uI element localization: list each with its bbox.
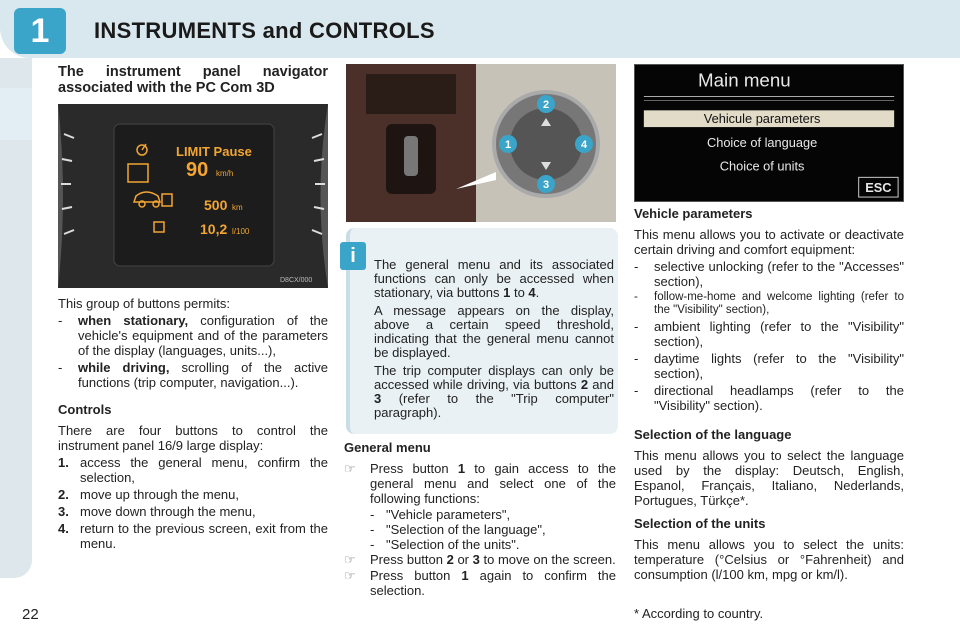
list-item — [58, 455, 328, 485]
controls-list — [58, 455, 328, 551]
left-column — [58, 64, 328, 108]
screen-option-units[interactable]: Choice of units — [719, 158, 805, 174]
dash-marker: - — [370, 522, 375, 537]
list-item — [58, 313, 328, 358]
list-item: - directional headlamps (refer to the "Visibility" section). — [634, 383, 904, 413]
section-heading: The instrument panel navigator associated with the PC Com 3D — [58, 64, 328, 96]
dash-marker: - — [634, 319, 639, 334]
list-item: - follow-me-home and welcome lighting (refer to the "Visibility" section), — [634, 291, 904, 316]
list-item — [58, 504, 328, 519]
left-lower-text — [58, 296, 328, 553]
info-box — [346, 228, 618, 434]
info-paragraph-1: The general menu and its associated functions can only be accessed when stationary, via buttons 1 to 4. — [374, 257, 614, 300]
chapter-number: 1 — [14, 8, 66, 54]
esc-button[interactable]: ESC — [865, 180, 892, 196]
list-item: ☞ Press button 2 or 3 to move on the screen. — [344, 552, 616, 567]
sub-item: - "Selection of the language", — [370, 522, 546, 537]
list-item — [58, 487, 328, 502]
button-1[interactable]: 1 — [504, 139, 512, 151]
list-item — [58, 360, 328, 390]
dash-marker: - — [634, 383, 639, 398]
dash-marker: - — [370, 537, 375, 552]
units-text: This menu allows you to select the units: temperature (°Celsius or °Fahrenheit) and consumption (l/100 km, mpg or km/l). — [634, 537, 904, 582]
side-tab — [0, 58, 32, 578]
list-item: - ambient lighting (refer to the "Visibility" section), — [634, 319, 904, 349]
buttons-intro: This group of buttons permits: — [58, 296, 230, 311]
image-code: D8CX/000 — [280, 277, 313, 284]
dash-marker: - — [58, 360, 63, 375]
button-2[interactable]: 2 — [542, 99, 550, 111]
button-4[interactable]: 4 — [580, 139, 588, 151]
vehicle-params-intro: This menu allows you to activate or deactivate certain driving and comfort equipment: — [634, 227, 904, 257]
item-text: move down through the menu, — [80, 504, 256, 519]
language-text: This menu allows you to select the language used by the display: Deutsch, English, Espanol, Français, Italiano, Nederlands, Portugues, Türkçe*. — [634, 448, 904, 508]
cluster-range: 500 — [204, 197, 228, 213]
cluster-consumption-unit: l/100 — [232, 227, 250, 236]
list-item: - selective unlocking (refer to the "Accesses" section), — [634, 259, 904, 289]
hand-pointer-icon: ☞ — [344, 461, 356, 476]
page-number: 22 — [22, 606, 39, 623]
list-item: - daytime lights (refer to the "Visibility" section), — [634, 351, 904, 381]
dash-marker: - — [370, 507, 375, 522]
language-heading: Selection of the language — [634, 427, 792, 442]
main-menu-screen — [634, 64, 904, 202]
page-title: INSTRUMENTS and CONTROLS — [94, 18, 435, 43]
hand-pointer-icon: ☞ — [344, 552, 356, 567]
cluster-limit-label: LIMIT Pause — [176, 144, 252, 159]
list-item — [58, 521, 328, 551]
side-tab-highlight — [0, 88, 32, 140]
right-column — [634, 206, 904, 621]
button-3[interactable]: 3 — [542, 179, 550, 191]
footnote: * According to country. — [634, 606, 764, 621]
info-paragraph-2: A message appears on the display, above a certain speed threshold, indicating that the general menu cannot be displayed. — [374, 303, 614, 360]
controls-intro: There are four buttons to control the instrument panel 16/9 large display: — [58, 423, 328, 453]
sub-item: - "Vehicle parameters", — [370, 507, 511, 522]
vehicle-params-heading: Vehicle parameters — [634, 206, 753, 221]
item-text: scrolling of the active functions (trip computer, navigation...). — [78, 360, 328, 390]
item-number: 1. — [58, 455, 69, 470]
screen-option-language[interactable]: Choice of language — [706, 134, 818, 150]
info-paragraph-3: The trip computer displays can only be accessed while driving, via buttons 2 and 3 (refer to the "Trip computer" paragraph). — [374, 363, 614, 420]
dash-marker: - — [58, 313, 63, 328]
cluster-consumption: 10,2 — [200, 221, 228, 237]
screen-option-vehicle[interactable]: Vehicule parameters — [703, 111, 821, 127]
units-heading: Selection of the units — [634, 516, 766, 531]
item-number: 4. — [58, 521, 69, 536]
info-icon: i — [340, 242, 366, 270]
instrument-cluster-photo — [58, 104, 328, 288]
item-number: 3. — [58, 504, 69, 519]
cluster-range-unit: km — [232, 203, 243, 212]
item-number: 2. — [58, 487, 69, 502]
sub-item: - "Selection of the units". — [370, 537, 520, 552]
dash-marker: - — [634, 351, 639, 366]
general-menu-section — [344, 440, 616, 599]
dash-marker: - — [634, 291, 638, 303]
item-text: return to the previous screen, exit from the menu. — [80, 521, 328, 551]
general-menu-heading: General menu — [344, 440, 431, 455]
cluster-speed: 90 — [186, 159, 209, 181]
item-text: access the general menu, confirm the selection, — [80, 455, 328, 485]
dash-marker: - — [634, 259, 639, 274]
list-item: ☞ Press button 1 to gain access to the general menu and select one of the following functions: — [344, 461, 616, 506]
hand-pointer-icon: ☞ — [344, 568, 356, 583]
screen-title: Main menu — [698, 69, 791, 91]
cluster-speed-unit: km/h — [216, 169, 234, 178]
item-text: move up through the menu, — [80, 487, 239, 502]
list-item: ☞ Press button 1 again to confirm the selection. — [344, 568, 616, 598]
item-text: configuration of the vehicle's equipment and of the parameters of the display (languages, units...), — [78, 313, 328, 358]
item-bold: when stationary, — [78, 313, 189, 328]
interior-photo — [346, 64, 616, 222]
controls-heading: Controls — [58, 402, 112, 417]
item-bold: while driving, — [78, 360, 170, 375]
